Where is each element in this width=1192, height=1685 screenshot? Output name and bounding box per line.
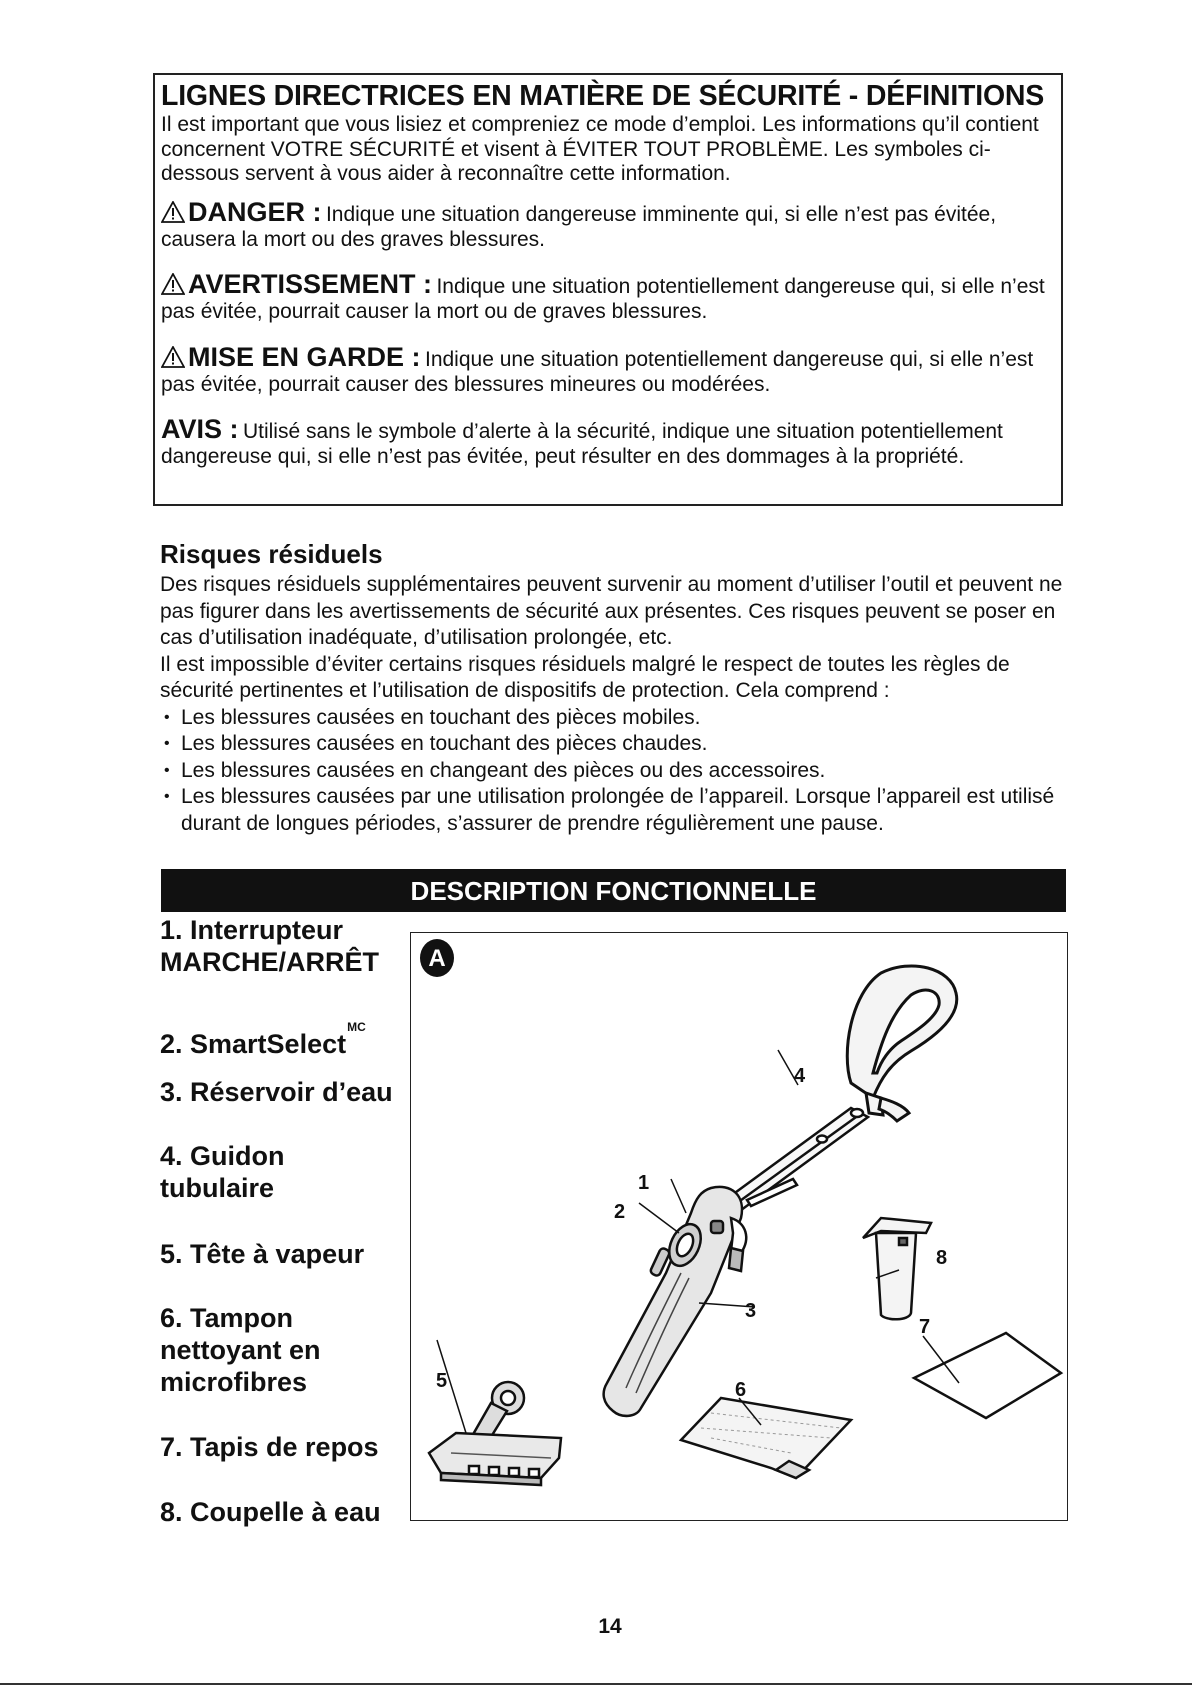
figure-a-steam-mop xyxy=(410,932,1068,1521)
residual-risks-paragraph: Il est impossible d’éviter certains risques résiduels malgré le respect de toutes les règles de sécurité pertinentes et l’utilisation de dispositifs de protection. Cela comprend : xyxy=(160,652,1010,702)
part-label: 8. Coupelle à eau xyxy=(160,1497,381,1527)
definition-text: Indique une situation potentiellement dangereuse qui, si elle n’est pas évitée, pourrait causer des blessures mineures ou modérées. xyxy=(161,347,1034,396)
figure-label: A xyxy=(428,945,446,972)
page-number: 14 xyxy=(598,1615,622,1638)
section-banner: DESCRIPTION FONCTIONNELLE xyxy=(161,869,1066,912)
definition-mise-en-garde xyxy=(161,342,1061,398)
list-item: • Les blessures causées par une utilisation prolongée de l’appareil. Lorsque l’appareil est utilisé durant de longues périodes, s’assurer de prendre régulièrement une pause. xyxy=(160,784,1070,837)
part-label: 7. Tapis de repos xyxy=(160,1432,379,1462)
part-item xyxy=(160,1011,366,1060)
part-item xyxy=(160,1238,364,1270)
definition-term: MISE EN GARDE : xyxy=(188,341,421,372)
residual-risks-paragraph: Des risques résiduels supplémentaires peuvent survenir au moment d’utiliser l’outil et peuvent ne pas figurer dans les avertissements de sécurité aux présentes. Ces risques peuvent se poser en cas d’utilisation inadéquate, d’utilisation prolongée, etc. xyxy=(160,573,1063,649)
definition-term: AVERTISSEMENT : xyxy=(188,269,433,299)
callout-number: 7 xyxy=(919,1316,931,1338)
definition-text: Utilisé sans le symbole d’alerte à la sécurité, indique une situation potentiellement dangereuse qui, si elle n’est pas évitée, peut résulter en des dommages à la propriété. xyxy=(161,420,1003,468)
part-label: MARCHE/ARRÊT xyxy=(160,947,379,977)
list-item: • Les blessures causées en changeant des pièces ou des accessoires. xyxy=(160,758,1070,785)
definition-danger xyxy=(161,197,1061,253)
trademark-mark: MC xyxy=(347,1020,366,1034)
part-label: microfibres xyxy=(160,1367,308,1397)
steam-mop-illustration xyxy=(411,933,1069,1522)
part-label: 1. Interrupteur xyxy=(160,915,344,945)
list-item: • Les blessures causées en touchant des pièces chaudes. xyxy=(160,731,1070,758)
residual-risks-list xyxy=(160,705,1070,838)
warning-triangle-icon xyxy=(161,201,185,223)
mop-handle-grip xyxy=(847,966,957,1121)
definition-term: DANGER : xyxy=(188,196,322,227)
part-label: 6. Tampon xyxy=(160,1303,294,1333)
definition-term: AVIS : xyxy=(161,414,239,444)
safety-definitions xyxy=(161,197,1061,470)
steam-head xyxy=(429,1433,561,1485)
part-label: 2. SmartSelect xyxy=(160,1029,347,1059)
definition-text: Indique une situation potentiellement dangereuse qui, si elle n’est pas évitée, pourrait causer la mort ou de graves blessures. xyxy=(161,275,1045,323)
residual-risks-section xyxy=(160,538,1070,837)
callout-number: 6 xyxy=(735,1379,747,1401)
part-item xyxy=(160,1076,393,1108)
part-item xyxy=(160,1140,285,1204)
callout-number: 8 xyxy=(936,1247,948,1269)
definition-avertissement xyxy=(161,269,1061,325)
warning-triangle-icon xyxy=(161,346,185,368)
part-label: 4. Guidon xyxy=(160,1141,285,1171)
callout-number: 4 xyxy=(794,1065,806,1087)
figure-label-badge xyxy=(420,939,454,977)
callout-number: 5 xyxy=(436,1370,448,1392)
definition-text: Indique une situation dangereuse imminente qui, si elle n’est pas évitée, causera la mort ou des graves blessures. xyxy=(161,202,997,251)
callout-number: 1 xyxy=(638,1172,650,1194)
microfiber-pad xyxy=(681,1398,851,1478)
safety-definitions-box xyxy=(153,73,1063,506)
callout-number: 3 xyxy=(745,1300,757,1322)
safety-intro: Il est important que vous lisiez et compreniez ce mode d’emploi. Les informations qu’il contient concernent VOTRE SÉCURITÉ et visent à ÉVITER TOUT PROBLÈME. Les symboles ci-dessous servent à vous aider à reconnaître cette information. xyxy=(161,113,1039,185)
residual-risks-heading: Risques résiduels xyxy=(160,539,383,569)
part-item xyxy=(160,1431,379,1463)
water-cup xyxy=(863,1218,931,1319)
callout-number: 2 xyxy=(614,1201,626,1223)
safety-title: LIGNES DIRECTRICES EN MATIÈRE DE SÉCURITÉ - DÉFINITIONS xyxy=(161,80,1045,112)
definition-avis xyxy=(161,414,1061,470)
part-item xyxy=(160,1496,381,1528)
part-item xyxy=(160,914,379,978)
resting-mat xyxy=(914,1333,1061,1418)
part-label: nettoyant en xyxy=(160,1335,321,1365)
list-item: • Les blessures causées en touchant des pièces mobiles. xyxy=(160,705,1070,732)
warning-triangle-icon xyxy=(161,273,185,295)
part-label: tubulaire xyxy=(160,1173,275,1203)
part-label: 5. Tête à vapeur xyxy=(160,1239,365,1269)
part-label: 3. Réservoir d’eau xyxy=(160,1077,393,1107)
part-item xyxy=(160,1302,321,1398)
